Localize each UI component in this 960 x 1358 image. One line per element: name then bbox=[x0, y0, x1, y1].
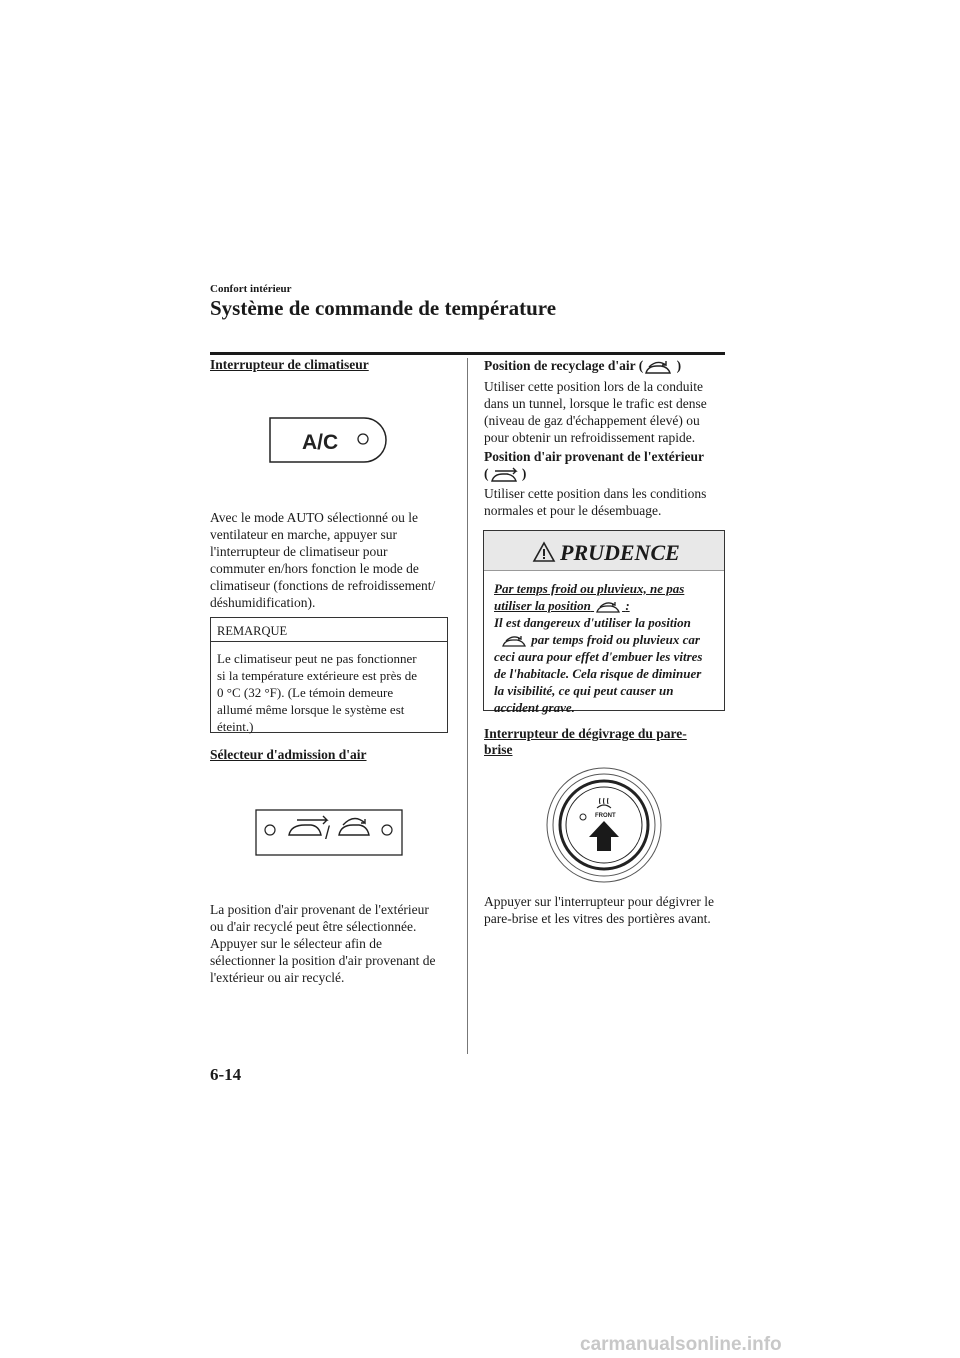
outside-air-description: Utiliser cette position dans les conditions normales et pour le désembuage. bbox=[484, 486, 707, 518]
recirculate-icon bbox=[494, 634, 528, 648]
warning-icon bbox=[532, 541, 556, 563]
caution-text: Par temps froid ou pluvieux, ne pas utiliser la position : Il est dangereux d'utiliser la position par temps froid ou pluvieux car ceci aura pour effet d'embuer les vitres de l'habitacle. Cela risque de diminuer la visibilité, ce qui peut causer un accident grave. bbox=[494, 581, 703, 716]
defrost-heading: Interrupteur de dégivrage du pare- brise bbox=[484, 726, 687, 757]
note-text: Le climatiseur peut ne pas fonctionner si la température extérieure est près de 0 °C (32 °F). (Le témoin demeure allumé même lorsque le système est éteint.) bbox=[217, 651, 417, 734]
intake-heading: Sélecteur d'admission d'air bbox=[210, 747, 367, 762]
ac-button-label: A/C bbox=[302, 431, 339, 454]
outside-air-heading: Position d'air provenant de l'extérieur ( ) bbox=[484, 449, 704, 481]
recirculate-heading: Position de recyclage d'air ( ) bbox=[484, 358, 682, 373]
recirculate-icon bbox=[594, 600, 622, 614]
front-label: FRONT bbox=[595, 813, 616, 819]
watermark: carmanualsonline.info bbox=[580, 1334, 782, 1355]
note-title: REMARQUE bbox=[211, 618, 447, 642]
header-rule bbox=[210, 352, 725, 355]
front-defroster-button-illustration bbox=[545, 766, 663, 884]
outside-air-icon bbox=[489, 467, 519, 483]
defrost-description: Appuyer sur l'interrupteur pour dégivrer le pare-brise et les vitres des portières avant. bbox=[484, 894, 714, 926]
section-label: Confort intérieur bbox=[210, 283, 292, 295]
page-title: Système de commande de température bbox=[210, 296, 557, 320]
recirculate-description: Utiliser cette position lors de la conduite dans un tunnel, lorsque le trafic est dense (niveau de gaz d'échappement élevé) ou pour obtenir un refroidissement rapide. bbox=[484, 379, 707, 445]
column-divider bbox=[467, 358, 468, 1054]
caution-title: PRUDENCE bbox=[560, 540, 680, 565]
air-intake-selector-illustration bbox=[255, 809, 403, 856]
ac-heading: Interrupteur de climatiseur bbox=[210, 357, 369, 372]
caution-header bbox=[484, 531, 724, 571]
svg-text:/: / bbox=[325, 823, 331, 843]
ac-description: Avec le mode AUTO sélectionné ou le ventilateur en marche, appuyer sur l'interrupteur de climatiseur pour commuter en/hors fonction le mode de climatiseur (fonctions de refroidissement/ déshumidification). bbox=[210, 510, 436, 610]
note-box bbox=[210, 617, 448, 733]
intake-description: La position d'air provenant de l'extérieur ou d'air recyclé peut être sélectionnée. Appuyer sur le sélecteur afin de sélectionner la position d'air provenant de l'extérieur ou air recyclé. bbox=[210, 902, 436, 985]
ac-button-illustration bbox=[268, 416, 388, 464]
caution-box bbox=[483, 530, 725, 716]
recirculate-icon bbox=[643, 359, 673, 375]
page-number: 6-14 bbox=[210, 1065, 242, 1084]
